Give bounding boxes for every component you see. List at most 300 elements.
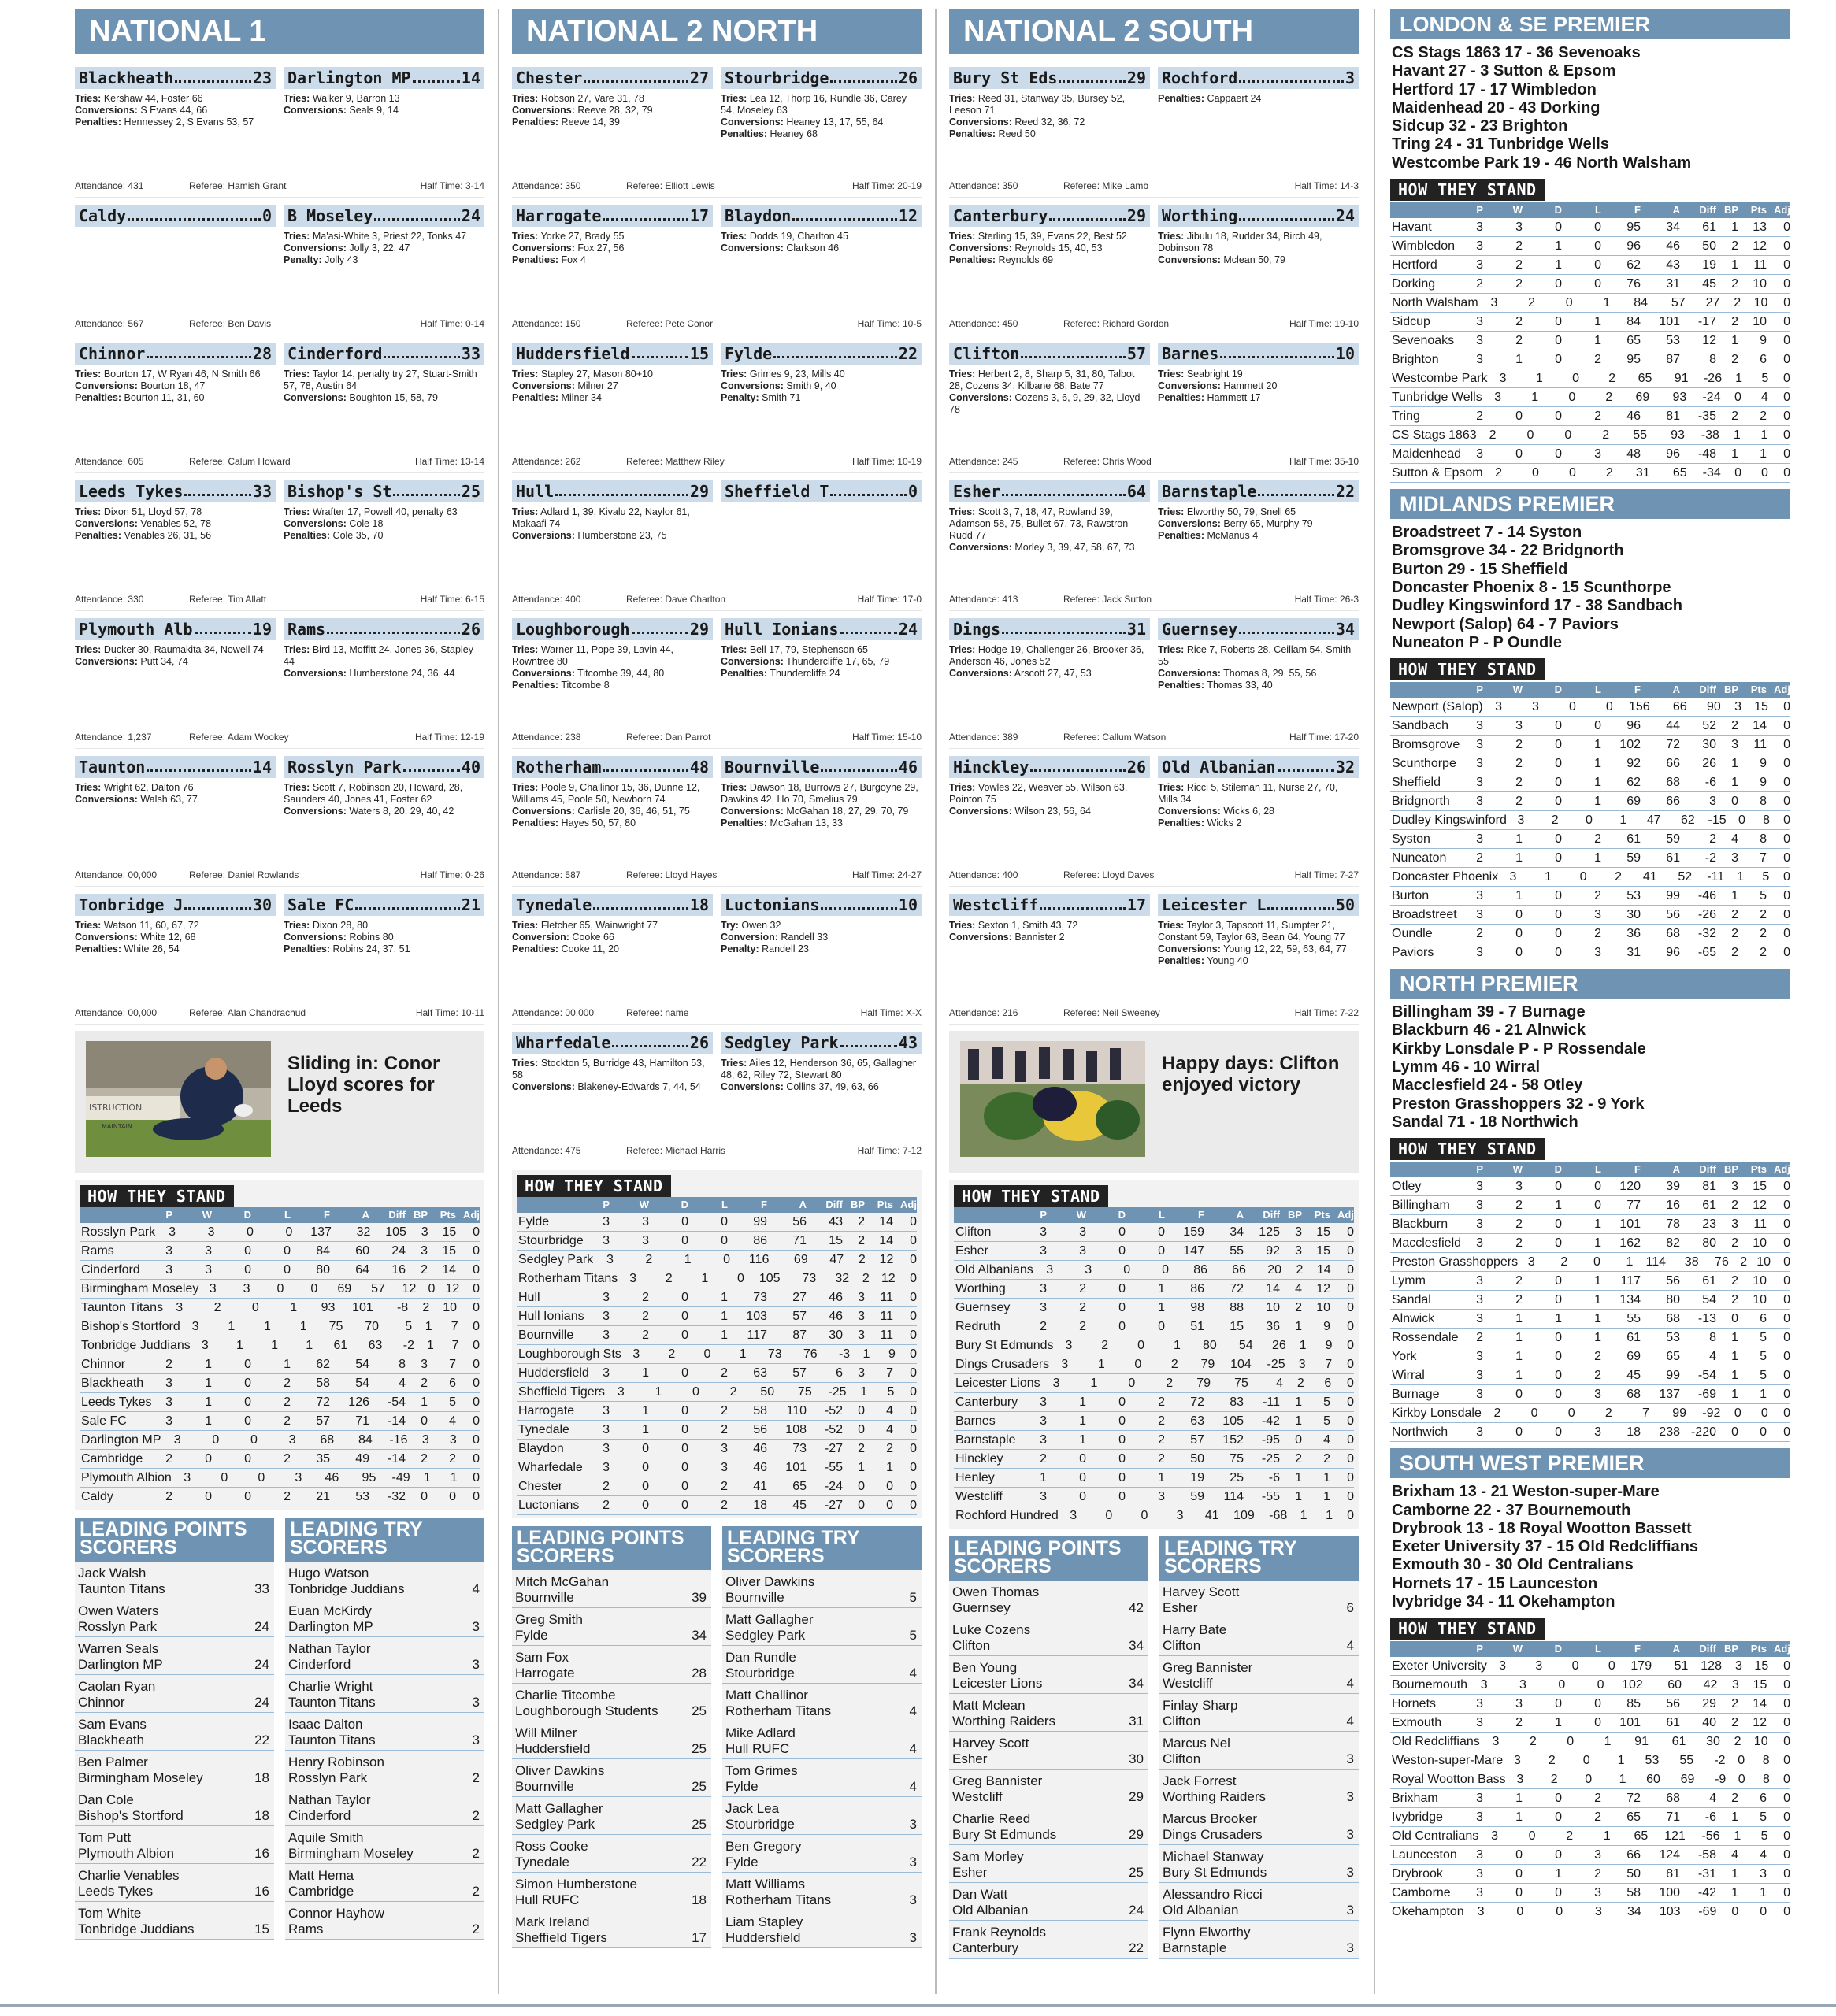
- stat-cell: 0: [1783, 1867, 1790, 1881]
- score-type: Tries:: [75, 369, 102, 380]
- stat-cell: -35: [1697, 410, 1716, 424]
- scorer-name: Tom White: [78, 1906, 142, 1921]
- stat-cell: 0: [473, 1377, 480, 1390]
- table-row: [1390, 1865, 1790, 1884]
- score-type: Penalties:: [512, 392, 559, 403]
- stat-cell: 53: [355, 1490, 369, 1503]
- stat-cell: 152: [1222, 1433, 1244, 1447]
- stat-cell: 50: [1190, 1452, 1204, 1466]
- team-score: 12: [898, 206, 918, 225]
- team-score: 23: [252, 69, 272, 87]
- stat-cell: 46: [829, 1291, 843, 1304]
- away-team[interactable]: [284, 205, 484, 227]
- stat-cell: 2: [165, 1452, 172, 1466]
- attendance-label: Attendance:: [949, 594, 1000, 605]
- leader-dots: [555, 480, 688, 496]
- stat-cell: 2: [721, 1404, 728, 1418]
- table-row: [80, 1280, 480, 1299]
- away-team[interactable]: [1158, 343, 1359, 365]
- attendance-value: 00,000: [128, 869, 158, 880]
- home-team[interactable]: [75, 480, 276, 502]
- score-details: Ricci 5, Stileman 11, Nurse 27, 70, Mills 34: [1158, 782, 1338, 805]
- table-row: [1390, 256, 1790, 275]
- stat-cell: 2: [1566, 1829, 1574, 1844]
- scorer-name-club: [515, 1650, 683, 1681]
- scorers-detail: [284, 506, 483, 542]
- stat-cell: 1: [299, 1320, 307, 1333]
- scorer-item: [949, 1845, 1148, 1883]
- scorer-name: Frank Reynolds: [952, 1925, 1047, 1940]
- column-header: D: [1554, 1163, 1562, 1176]
- stat-cell: 0: [1593, 1255, 1600, 1269]
- score-type: Conversions:: [284, 932, 347, 943]
- score-line: [721, 644, 920, 656]
- stat-cell: 0: [1783, 1312, 1790, 1326]
- stat-cell: 2: [603, 1499, 610, 1512]
- stat-cell: 0: [1734, 1406, 1741, 1421]
- half-time-score: 7-27: [1339, 869, 1359, 880]
- half-time-score: 0-14: [465, 318, 484, 329]
- stat-cell: 10: [443, 1301, 458, 1314]
- stat-cell: 0: [310, 1282, 318, 1295]
- stat-cell: 103: [746, 1310, 767, 1323]
- column-header: D: [1554, 204, 1562, 217]
- stat-cell: 2: [1731, 908, 1738, 922]
- stat-cell: 41: [753, 1480, 767, 1493]
- scorer-points: 25: [692, 1817, 707, 1832]
- score-details: Watson 11, 60, 67, 72: [103, 920, 199, 931]
- stat-cell: 46: [753, 1461, 767, 1474]
- score-type: Conversions:: [721, 1081, 784, 1092]
- scorer-club: Taunton Titans: [78, 1581, 165, 1596]
- scorer-item: [512, 1873, 711, 1910]
- scorers-detail: [512, 782, 711, 829]
- scorer-club: Birmingham Moseley: [288, 1846, 414, 1861]
- stat-cell: 0: [1555, 315, 1562, 329]
- team-score: 26: [1126, 758, 1146, 776]
- stat-cell: 0: [642, 1442, 649, 1455]
- score-type: Conversions:: [1158, 254, 1221, 265]
- team-name: Barnes: [955, 1414, 996, 1428]
- team-name: Guernsey: [955, 1301, 1011, 1314]
- leader-dots: [1021, 343, 1126, 358]
- score-details: Fletcher 65, Wainwright 77: [540, 920, 658, 931]
- match-scoreline: [75, 205, 484, 227]
- table-row: [80, 1355, 480, 1374]
- home-team[interactable]: [949, 205, 1150, 227]
- away-team[interactable]: [721, 756, 922, 778]
- scorer-name-club: [78, 1792, 246, 1824]
- stat-cell: 0: [910, 1234, 917, 1247]
- stat-cell: 75: [797, 1385, 812, 1399]
- table-row: [954, 1431, 1354, 1450]
- team-name: Rosslyn Park: [287, 758, 402, 776]
- stat-cell: 0: [449, 1490, 456, 1503]
- home-team[interactable]: [75, 67, 276, 89]
- score-type: Tries:: [284, 369, 310, 380]
- stat-cell: 3: [1061, 1358, 1069, 1371]
- away-team[interactable]: [284, 480, 484, 502]
- stat-cell: 65: [1638, 372, 1652, 386]
- stat-cell: 0: [428, 1282, 436, 1295]
- stat-cell: 0: [681, 1423, 688, 1436]
- team-name: Leicester L: [1162, 895, 1267, 914]
- home-team[interactable]: [949, 343, 1150, 365]
- score-details: Mclean 50, 79: [1223, 254, 1285, 265]
- stat-cell: 100: [1659, 1886, 1680, 1900]
- attendance-label: Attendance:: [512, 869, 563, 880]
- home-team[interactable]: [75, 756, 276, 778]
- scorer-club: Clifton: [1163, 1714, 1201, 1729]
- table-row: [80, 1299, 480, 1317]
- attendance-value: 567: [128, 318, 144, 329]
- team-name: Sandal: [1392, 1293, 1431, 1307]
- stat-cell: 0: [1347, 1358, 1355, 1371]
- score-details: Smith 9, 40: [786, 380, 836, 391]
- stat-cell: 0: [1760, 1905, 1767, 1919]
- stat-cell: 0: [1783, 277, 1790, 291]
- referee-name: name: [665, 1007, 689, 1018]
- column-header: Diff: [825, 1199, 843, 1210]
- stat-cell: 81: [1666, 410, 1680, 424]
- score-details: Cozens 3, 6, 9, 29, 32, Lloyd 78: [949, 392, 1141, 415]
- score-type: Conversions:: [949, 392, 1012, 403]
- team-name: Luctonians: [725, 895, 820, 914]
- stat-cell: 0: [1347, 1414, 1354, 1428]
- scorer-name-club: [952, 1698, 1120, 1729]
- stat-cell: 0: [1137, 1339, 1145, 1352]
- away-team[interactable]: [284, 756, 484, 778]
- stat-cell: 1: [421, 1395, 428, 1409]
- stat-cell: -34: [1702, 466, 1721, 480]
- stat-cell: 1: [1619, 813, 1627, 828]
- scorers-detail: [75, 782, 274, 806]
- referee: [1063, 180, 1295, 191]
- match-report: [949, 887, 1359, 1025]
- stat-cell: 10: [1753, 1735, 1768, 1749]
- team-name: Maidenhead: [1392, 447, 1462, 461]
- result-line: Preston Grasshoppers 32 - 9 York: [1392, 1095, 1645, 1113]
- stat-cell: 101: [1659, 315, 1680, 329]
- referee-label: Referee:: [626, 1007, 663, 1018]
- table-row: [1390, 1751, 1790, 1770]
- home-team[interactable]: [512, 67, 713, 89]
- stat-cell: 0: [1586, 813, 1593, 828]
- stat-cell: 93: [1671, 428, 1685, 443]
- leader-dots: [374, 205, 460, 220]
- referee-label: Referee:: [626, 732, 663, 743]
- stat-cell: 0: [284, 1263, 291, 1277]
- referee: [1063, 869, 1295, 880]
- stat-cell: 2: [1594, 410, 1601, 424]
- stat-cell: -11: [1263, 1395, 1280, 1409]
- stat-cell: 3: [207, 1225, 215, 1239]
- scorer-name-club: [725, 1801, 893, 1833]
- away-team[interactable]: [1158, 894, 1359, 916]
- standings-heading: HOW THEY STAND: [80, 1185, 234, 1207]
- table-row: [954, 1336, 1354, 1355]
- away-team[interactable]: [284, 343, 484, 365]
- score-line: [512, 943, 711, 955]
- referee-label: Referee:: [189, 180, 226, 191]
- stat-cell: 2: [422, 1301, 430, 1314]
- home-team[interactable]: [949, 67, 1150, 89]
- table-row: [1390, 943, 1790, 962]
- stat-cell: 61: [1671, 1735, 1686, 1749]
- stat-cell: 76: [1715, 1255, 1729, 1269]
- stat-cell: 35: [316, 1452, 330, 1466]
- scorer-points: 5: [909, 1590, 917, 1605]
- scorer-points: 2: [472, 1884, 480, 1899]
- team-name: Plymouth Alb: [79, 620, 193, 639]
- stat-cell: 3: [603, 1234, 610, 1247]
- stat-cell: 4: [1709, 1350, 1716, 1364]
- home-team[interactable]: [949, 618, 1150, 640]
- stat-cell: 1: [1555, 239, 1562, 254]
- stat-cell: 0: [1555, 1810, 1562, 1825]
- score-line: [284, 93, 483, 105]
- scorer-club: Leeds Tykes: [78, 1884, 154, 1899]
- scorer-name: Matt Hema: [288, 1868, 354, 1883]
- score-details: Cole 35, 70: [332, 530, 384, 541]
- stat-cell: 0: [1783, 447, 1790, 461]
- stat-cell: -27: [824, 1499, 843, 1512]
- table-row: [1390, 1366, 1790, 1385]
- stat-cell: 0: [910, 1329, 917, 1342]
- stat-cell: 54: [1238, 1339, 1253, 1352]
- stat-cell: 34: [1666, 220, 1680, 235]
- match-footer: [949, 732, 1359, 743]
- score-line: [512, 105, 711, 117]
- home-team[interactable]: [512, 894, 713, 916]
- stat-cell: 3: [1476, 334, 1483, 348]
- half-time-label: Half Time:: [415, 1007, 458, 1018]
- standings-panel: [75, 1180, 484, 1510]
- scorer-name: Ben Gregory: [725, 1839, 802, 1854]
- score-type: Tries:: [721, 644, 747, 655]
- away-team[interactable]: [721, 205, 922, 227]
- team-score: 34: [1335, 620, 1355, 639]
- stat-cell: 2: [603, 1480, 610, 1493]
- attendance: [512, 1145, 626, 1156]
- score-type: Conversions:: [1158, 518, 1221, 529]
- score-line: [721, 1058, 920, 1081]
- team-name: Doncaster Phoenix: [1392, 870, 1499, 884]
- scorer-name: Harry Bate: [1163, 1622, 1227, 1637]
- stat-cell: 102: [1619, 738, 1641, 752]
- stat-cell: 0: [1783, 1274, 1790, 1288]
- scorer-points: 2: [472, 1922, 480, 1936]
- stat-cell: 0: [1783, 220, 1790, 235]
- stat-cell: 0: [1515, 1867, 1523, 1881]
- stat-cell: 3: [1527, 1255, 1535, 1269]
- away-team[interactable]: [1158, 205, 1359, 227]
- team-score: 22: [1335, 482, 1355, 501]
- score-line: [512, 1081, 711, 1093]
- stat-cell: 3: [603, 1442, 610, 1455]
- scorer-points: 4: [1346, 1638, 1354, 1653]
- stat-cell: 0: [1118, 1433, 1126, 1447]
- scorer-points: 22: [692, 1855, 707, 1870]
- away-team[interactable]: [1158, 67, 1359, 89]
- stat-cell: 116: [748, 1253, 770, 1266]
- away-team[interactable]: [721, 480, 922, 502]
- away-team[interactable]: [721, 1032, 922, 1054]
- stat-cell: 58: [316, 1377, 330, 1390]
- score-details: Reed 32, 36, 72: [1014, 117, 1085, 128]
- stat-cell: 92: [1626, 757, 1641, 771]
- half-time-label: Half Time:: [851, 732, 895, 743]
- team-name: Sandbach: [1392, 719, 1449, 733]
- referee: [189, 456, 415, 467]
- stat-cell: 50: [760, 1385, 775, 1399]
- column-header: Adj: [463, 1209, 480, 1221]
- score-details: Boughton 15, 58, 79: [349, 392, 438, 403]
- scorer-club: Stourbridge: [725, 1666, 795, 1681]
- stat-cell: 0: [1555, 1236, 1562, 1251]
- scorer-item: [285, 1751, 484, 1788]
- half-time: [416, 1007, 484, 1018]
- home-team[interactable]: [512, 1032, 713, 1054]
- stat-cell: 159: [1183, 1225, 1204, 1239]
- stat-cell: 4: [1731, 1848, 1738, 1862]
- scorer-item: [512, 1721, 711, 1759]
- team-name: Brixham: [1392, 1792, 1438, 1806]
- scorer-club: Hull RUFC: [725, 1741, 790, 1756]
- match-scoreline: [75, 618, 484, 640]
- half-time-label: Half Time:: [420, 180, 463, 191]
- scorer-name-club: [515, 1914, 683, 1946]
- stat-cell: 0: [1295, 1433, 1302, 1447]
- half-time: [858, 318, 922, 329]
- table-row: [1390, 218, 1790, 237]
- stat-cell: 0: [473, 1471, 480, 1484]
- team-name: Alnwick: [1392, 1312, 1435, 1326]
- home-team[interactable]: [512, 343, 713, 365]
- stat-cell: 71: [1666, 1810, 1680, 1825]
- score-type: Tries:: [512, 231, 539, 242]
- stat-cell: 54: [355, 1377, 369, 1390]
- away-team[interactable]: [721, 343, 922, 365]
- stat-cell: 0: [886, 1480, 893, 1493]
- away-team[interactable]: [284, 618, 484, 640]
- score-details: White 26, 54: [124, 943, 180, 954]
- scorer-club: Sheffield Tigers: [515, 1930, 607, 1945]
- away-team[interactable]: [284, 894, 484, 916]
- team-name: Chinnor: [79, 344, 146, 363]
- team-name: Tynedale: [518, 1423, 569, 1436]
- home-team[interactable]: [512, 756, 713, 778]
- stat-cell: 1: [290, 1301, 298, 1314]
- stat-cell: 0: [642, 1480, 649, 1493]
- score-line: [512, 817, 711, 829]
- home-team[interactable]: [949, 480, 1150, 502]
- away-team[interactable]: [721, 67, 922, 89]
- table-row: [1390, 1423, 1790, 1442]
- home-team[interactable]: [512, 480, 713, 502]
- stat-cell: 2: [1560, 1255, 1568, 1269]
- stat-cell: 71: [355, 1414, 369, 1428]
- stat-cell: 56: [792, 1215, 807, 1228]
- stat-cell: -24: [824, 1480, 843, 1493]
- scorer-name-club: [515, 1877, 683, 1908]
- home-team[interactable]: [75, 205, 276, 227]
- stat-cell: 1: [1295, 1395, 1302, 1409]
- stat-cell: 36: [1626, 927, 1641, 941]
- column-header: L: [1595, 204, 1601, 217]
- scorer-name: Warren Seals: [78, 1641, 159, 1656]
- half-time-score: 10-19: [897, 456, 922, 467]
- match-footer: [75, 732, 484, 743]
- home-team[interactable]: [75, 894, 276, 916]
- home-team[interactable]: [949, 894, 1150, 916]
- stat-cell: 2: [645, 1253, 653, 1266]
- away-team[interactable]: [1158, 480, 1359, 502]
- stat-cell: 81: [1702, 1180, 1716, 1194]
- team-name: Burton: [1392, 889, 1430, 903]
- stat-cell: 1: [284, 1358, 291, 1371]
- stat-cell: 3: [165, 1414, 172, 1428]
- away-team[interactable]: [1158, 756, 1359, 778]
- team-name: Hinckley: [955, 1452, 1003, 1466]
- stat-cell: 10: [1753, 1293, 1767, 1307]
- scorers-detail: [949, 920, 1148, 943]
- result-line: Camborne 22 - 37 Bournemouth: [1392, 1501, 1631, 1519]
- stat-cell: 0: [1347, 1244, 1354, 1258]
- home-team[interactable]: [512, 205, 713, 227]
- scorer-points: 24: [1129, 1903, 1144, 1918]
- stat-cell: 5: [1760, 1369, 1767, 1383]
- away-team[interactable]: [721, 618, 922, 640]
- home-team[interactable]: [75, 618, 276, 640]
- scorer-item: [949, 1618, 1148, 1656]
- stat-cell: 61: [1702, 220, 1716, 235]
- attendance-label: Attendance:: [75, 318, 126, 329]
- stat-cell: 32: [835, 1272, 850, 1285]
- column-header: L: [721, 1199, 728, 1210]
- scorers-detail: [1158, 782, 1357, 829]
- team-name: Leicester Lions: [955, 1377, 1040, 1390]
- column-header: BP: [1723, 204, 1738, 217]
- stat-cell: 0: [681, 1480, 688, 1493]
- stat-cell: 31: [1666, 277, 1680, 291]
- home-team[interactable]: [512, 618, 713, 640]
- stat-cell: 0: [473, 1320, 480, 1333]
- away-team[interactable]: [284, 67, 484, 89]
- home-team[interactable]: [75, 343, 276, 365]
- home-team[interactable]: [949, 756, 1150, 778]
- result-line: Exeter University 37 - 15 Old Redcliffians: [1392, 1538, 1699, 1556]
- scorer-name-club: [725, 1612, 893, 1644]
- stat-cell: 0: [681, 1499, 688, 1512]
- column-header: A: [1236, 1209, 1244, 1221]
- stat-cell: 0: [1731, 1905, 1739, 1919]
- away-team[interactable]: [721, 894, 922, 916]
- referee: [189, 732, 415, 743]
- away-team[interactable]: [1158, 618, 1359, 640]
- table-row: [1390, 830, 1790, 849]
- stat-cell: 9: [1760, 757, 1767, 771]
- table-row: [954, 1223, 1354, 1242]
- stat-cell: 0: [473, 1490, 480, 1503]
- stat-cell: 0: [1567, 1406, 1575, 1421]
- stat-cell: 0: [1783, 795, 1790, 809]
- stat-cell: 2: [1515, 315, 1523, 329]
- leader-dots: [393, 480, 459, 496]
- scorer-name: Tom Putt: [78, 1830, 132, 1845]
- stat-cell: -31: [1697, 1867, 1716, 1881]
- table-row: [1390, 237, 1790, 256]
